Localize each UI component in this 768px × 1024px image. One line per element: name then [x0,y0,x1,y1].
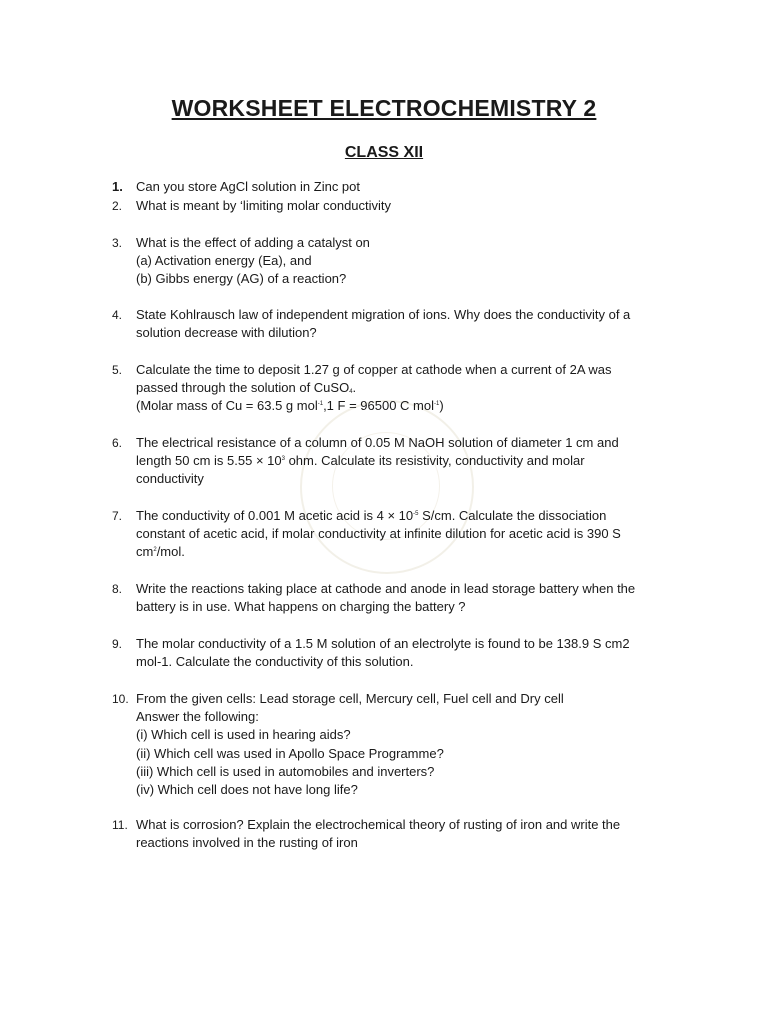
text-fragment: length 50 cm is 5.55 × 10 [136,453,282,469]
question-text: mol-1. Calculate the conductivity of this solution. [136,654,414,670]
question-text: State Kohlrausch law of independent migration of ions. Why does the conductivity of a [136,307,631,322]
question-text: (iii) Which cell is used in automobiles and inverters? [136,763,435,779]
question-number: 9. [112,637,123,651]
question-number: 10. [112,692,129,706]
question-6 [112,434,672,489]
text-fragment: ohm. Calculate its resistivity, conductivity and molar [284,453,585,469]
superscript: 3 [281,456,285,463]
question-9 [112,635,672,671]
question-10 [112,690,672,799]
question-text [136,507,672,525]
question-text: conductivity [136,471,204,487]
subscript: 4 [349,389,353,396]
class-heading: CLASS XII [344,144,424,161]
text-fragment: ,1 F = 96500 C mol [323,398,434,414]
question-11 [112,816,672,852]
text-fragment: passed through the solution of CuSO [136,380,350,396]
question-text: The electrical resistance of a column of 0.05 M NaOH solution of diameter 1 cm and [136,435,619,450]
question-text: reactions involved in the rusting of iron [136,835,358,851]
text-fragment: ) [439,398,444,414]
question-text [136,543,672,561]
question-text: From the given cells: Lead storage cell, Mercury cell, Fuel cell and Dry cell [136,691,564,706]
question-number: 7. [112,509,123,523]
text-fragment: The conductivity of 0.001 M acetic acid is 4 × 10 [136,508,414,523]
superscript: -5 [413,511,419,517]
question-number: 5. [112,363,123,377]
question-number: 2. [112,199,123,213]
question-text: (a) Activation energy (Ea), and [136,253,312,269]
worksheet-title: WORKSHEET ELECTROCHEMISTRY 2 [171,95,597,121]
question-text: The molar conductivity of a 1.5 M solution of an electrolyte is found to be 138.9 S cm2 [136,636,630,651]
question-5 [112,361,672,416]
question-text [136,452,672,470]
question-7 [112,507,672,562]
question-number: 3. [112,236,123,250]
question-text: What is meant by ‘limiting molar conductivity [136,198,392,213]
superscript: -1 [317,401,324,408]
text-fragment: /mol. [156,544,185,560]
superscript: 2 [153,547,157,554]
question-text: Can you store AgCl solution in Zinc pot [136,179,361,194]
question-4 [112,306,672,342]
question-text: What is corrosion? Explain the electrochemical theory of rusting of iron and write the [136,817,621,832]
question-text: Write the reactions taking place at cathode and anode in lead storage battery when the [136,581,636,596]
question-text: battery is in use. What happens on charging the battery ? [136,599,466,615]
question-8 [112,580,672,616]
question-text: constant of acetic acid, if molar conductivity at infinite dilution for acetic acid is 390 S [136,526,621,542]
question-text: (i) Which cell is used in hearing aids? [136,727,351,743]
question-text: What is the effect of adding a catalyst on [136,235,370,250]
question-1 [112,178,672,196]
question-2 [112,197,672,215]
question-text: Answer the following: [136,709,259,725]
question-text: (iv) Which cell does not have long life? [136,782,358,798]
question-text [136,379,672,397]
text-fragment: S/cm. Calculate the dissociation [418,508,607,523]
text-fragment: . [352,380,357,396]
question-text: solution decrease with dilution? [136,325,317,341]
question-number: 11. [112,818,128,832]
superscript: -1 [433,401,440,408]
question-3 [112,234,672,289]
question-number: 8. [112,582,123,596]
question-text: Calculate the time to deposit 1.27 g of copper at cathode when a current of 2A was [136,362,612,377]
question-number: 6. [112,436,123,450]
question-text: (b) Gibbs energy (AG) of a reaction? [136,271,347,287]
question-number: 1. [112,179,123,194]
question-text: (ii) Which cell was used in Apollo Space Programme? [136,745,444,761]
text-fragment: (Molar mass of Cu = 63.5 g mol [136,398,318,414]
text-fragment: cm [136,544,154,560]
question-text [136,397,672,415]
question-number: 4. [112,308,123,322]
